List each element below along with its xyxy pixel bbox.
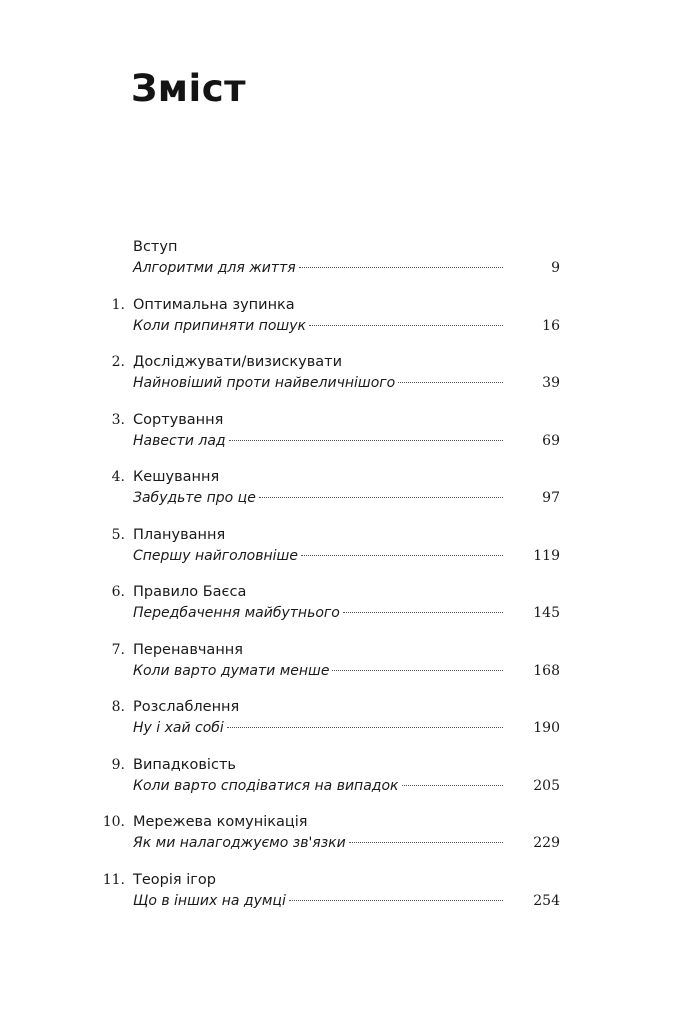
chapter-title: Сортування: [133, 411, 224, 428]
chapter-subtitle: Ну і хай собі: [133, 720, 224, 736]
table-of-contents: [0, 236, 682, 926]
chapter-number: 8.: [111, 699, 125, 715]
dot-leader: [343, 612, 503, 613]
dot-leader: [259, 497, 503, 498]
chapter-title: Кешування: [133, 469, 220, 485]
chapter-subtitle: Навести лад: [133, 432, 226, 449]
chapter-title: Правило Баєса: [133, 584, 247, 600]
dot-leader: [227, 727, 503, 728]
chapter-title: Мережева комунікація: [133, 814, 308, 830]
page-number: 9: [551, 260, 560, 276]
page-number: 119: [533, 547, 560, 564]
page-number: 229: [533, 835, 560, 851]
subtitle-line: [133, 315, 503, 337]
chapter-title: Досліджувати/визискувати: [133, 354, 343, 370]
subtitle-line: [133, 257, 503, 279]
toc-entry-chapter-2[interactable]: [0, 351, 682, 409]
toc-entry-chapter-8[interactable]: [0, 696, 682, 754]
chapter-subtitle: Забудьте про це: [133, 490, 256, 506]
dot-leader: [229, 440, 503, 441]
page-number: 69: [542, 432, 560, 449]
toc-entry-chapter-10[interactable]: [0, 811, 682, 869]
page-number: 254: [533, 892, 560, 909]
subtitle-line: [133, 487, 503, 509]
chapter-number: 2.: [111, 354, 125, 370]
subtitle-line: [133, 545, 503, 567]
subtitle-line: [133, 372, 503, 394]
chapter-subtitle: Коли варто сподіватися на випадок: [133, 777, 399, 794]
page-title: Зміст: [131, 67, 247, 110]
chapter-title: Розслаблення: [133, 699, 240, 715]
toc-entry-chapter-9[interactable]: [0, 754, 682, 812]
chapter-title: Планування: [133, 526, 226, 543]
subtitle-line: [133, 430, 503, 452]
toc-entry-chapter-5[interactable]: [0, 524, 682, 582]
dot-leader: [332, 670, 503, 671]
chapter-number: 10.: [102, 814, 125, 830]
subtitle-line: [133, 775, 503, 797]
chapter-number: 4.: [111, 469, 125, 485]
chapter-subtitle: Передбачення майбутнього: [133, 605, 340, 621]
dot-leader: [402, 785, 504, 786]
chapter-number: 7.: [111, 641, 125, 658]
dot-leader: [289, 900, 503, 901]
page-number: 190: [533, 720, 560, 736]
chapter-title: Випадковість: [133, 756, 236, 773]
page-number: 145: [533, 605, 560, 621]
toc-entry-chapter-6[interactable]: [0, 581, 682, 639]
chapter-number: 3.: [111, 411, 125, 428]
chapter-number: 5.: [111, 526, 125, 543]
toc-entry-chapter-11[interactable]: [0, 869, 682, 927]
dot-leader: [301, 555, 503, 556]
chapter-number: 11.: [102, 871, 125, 888]
page-number: 39: [542, 375, 560, 391]
chapter-title: Оптимальна зупинка: [133, 296, 295, 313]
page-number: 168: [533, 662, 560, 679]
chapter-subtitle: Як ми налагоджуємо зв'язки: [133, 835, 346, 851]
page-number: 16: [542, 317, 560, 334]
page-number: 205: [533, 777, 560, 794]
chapter-subtitle: Спершу найголовніше: [133, 547, 298, 564]
dot-leader: [398, 382, 503, 383]
chapter-number: 6.: [111, 584, 125, 600]
chapter-number: 9.: [111, 756, 125, 773]
chapter-subtitle: Коли варто думати менше: [133, 662, 330, 679]
toc-entry-chapter-3[interactable]: [0, 409, 682, 467]
subtitle-line: [133, 602, 503, 624]
chapter-subtitle: Найновіший проти найвеличнішого: [133, 375, 396, 391]
dot-leader: [299, 267, 503, 268]
chapter-title: Перенавчання: [133, 641, 243, 658]
toc-entry-chapter-7[interactable]: [0, 639, 682, 697]
chapter-subtitle: Що в інших на думці: [133, 892, 286, 909]
subtitle-line: [133, 832, 503, 854]
subtitle-line: [133, 890, 503, 912]
chapter-title: Вступ: [133, 239, 178, 255]
toc-entry-chapter-1[interactable]: [0, 294, 682, 352]
dot-leader: [309, 325, 503, 326]
subtitle-line: [133, 660, 503, 682]
subtitle-line: [133, 717, 503, 739]
page-number: 97: [542, 490, 560, 506]
chapter-subtitle: Коли припиняти пошук: [133, 317, 306, 334]
dot-leader: [349, 842, 503, 843]
toc-entry-introduction[interactable]: [0, 236, 682, 294]
chapter-subtitle: Алгоритми для життя: [133, 260, 296, 276]
chapter-title: Теорія ігор: [133, 871, 216, 888]
toc-entry-chapter-4[interactable]: [0, 466, 682, 524]
chapter-number: 1.: [111, 296, 125, 313]
